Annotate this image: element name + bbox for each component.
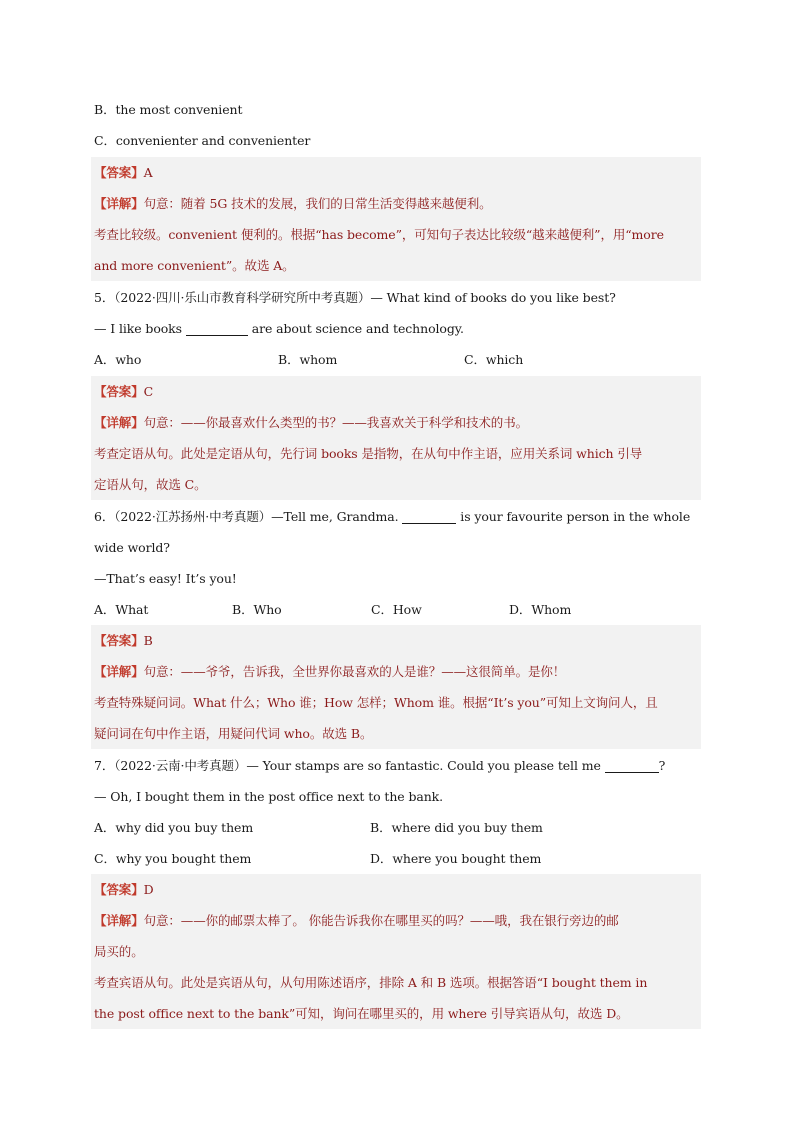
detail-tag: 【详解】 — [94, 913, 144, 928]
q5-line2-pre: — I like books — [94, 321, 182, 336]
q6-option-c: C．How — [371, 602, 422, 617]
q6-stem-line2: wide world? — [94, 540, 170, 555]
q6-detail-line2: 考查特殊疑问词。What 什么；Who 谁；How 怎样；Whom 谁。根据“It’s you”可知上文询问人，且 — [94, 695, 658, 710]
q7-answer-row — [91, 874, 701, 905]
q7-option-b: B．where did you buy them — [370, 820, 543, 835]
detail-tag: 【详解】 — [94, 664, 144, 679]
q6-answer-row — [91, 625, 701, 656]
answer-value: B — [143, 633, 153, 648]
q7-detail-row — [91, 905, 701, 936]
q4-detail-line2: 考查比较级。convenient 便利的。根据“has become”，可知句子表达比较级“越来越便利”，用“more — [94, 227, 664, 242]
detail-tag: 【详解】 — [94, 415, 144, 430]
q7-stem-pre: 7．（2022·云南·中考真题）— Your stamps are so fantastic. Could you please tell me — [94, 758, 601, 773]
q4-detail-row — [91, 188, 701, 219]
q5-stem: 5．（2022·四川·乐山市教育科学研究所中考真题）— What kind of books do you like best? — [94, 290, 616, 305]
q7-option-d: D．where you bought them — [370, 851, 542, 866]
detail-text: 句意：——爷爷，告诉我，全世界你最喜欢的人是谁？——这很简单。是你！ — [143, 664, 566, 679]
q5-option-c: C．which — [464, 352, 524, 367]
q5-detail-row — [91, 407, 701, 438]
answer-value: C — [143, 384, 154, 399]
q7-detail-line2: 局买的。 — [94, 944, 144, 959]
answer-value: A — [143, 165, 153, 180]
q4-answer-row — [91, 157, 701, 188]
q5-answer-row — [91, 376, 701, 407]
q5-option-b: B．whom — [278, 352, 338, 367]
answer-tag: 【答案】 — [94, 882, 144, 897]
q6-option-d: D．Whom — [509, 602, 572, 617]
q7-option-c: C．why you bought them — [94, 851, 252, 866]
answer-value: D — [143, 882, 154, 897]
q4-option-b: B．the most convenient — [94, 102, 243, 117]
q5-option-a: A．who — [94, 352, 142, 367]
answer-tag: 【答案】 — [94, 384, 144, 399]
q4-answer-block — [91, 157, 701, 281]
detail-text: 句意：——你的邮票太棒了。 你能告诉我你在哪里买的吗？——哦，我在银行旁边的邮 — [143, 913, 619, 928]
q7-option-a: A．why did you buy them — [94, 820, 254, 835]
q7-detail-line3: 考查宾语从句。此处是宾语从句，从句用陈述语序，排除 A 和 B 选项。根据答语“I bought them in — [94, 975, 648, 990]
q6-detail-line3: 疑问词在句中作主语，用疑问代词 who。故选 B。 — [94, 726, 373, 741]
q5-answer-block — [91, 376, 701, 500]
q5-line2-post: are about science and technology. — [251, 321, 464, 336]
answer-tag: 【答案】 — [94, 165, 144, 180]
q6-option-a: A．What — [94, 602, 149, 617]
q6-detail-row — [91, 656, 701, 687]
answer-blank — [605, 756, 659, 773]
q6-answer-block — [91, 625, 701, 749]
q4-detail-line3: and more convenient”。故选 A。 — [94, 258, 295, 273]
q7-answer-block — [91, 874, 701, 1029]
q6-stem-post: is your favourite person in the whole — [460, 509, 691, 524]
q7-stem — [94, 750, 665, 781]
q5-line2 — [94, 313, 464, 344]
q6-stem-pre: 6．（2022·江苏扬州·中考真题）—Tell me, Grandma. — [94, 509, 399, 524]
detail-tag: 【详解】 — [94, 196, 144, 211]
answer-blank — [402, 507, 456, 524]
q6-option-b: B．Who — [232, 602, 282, 617]
q7-stem-post: ? — [658, 758, 666, 773]
q6-reply: —That’s easy! It’s you! — [94, 571, 237, 586]
q7-reply: — Oh, I bought them in the post office next to the bank. — [94, 789, 444, 804]
answer-tag: 【答案】 — [94, 633, 144, 648]
detail-text: 句意：——你最喜欢什么类型的书？——我喜欢关于科学和技术的书。 — [143, 415, 529, 430]
q6-stem — [94, 501, 690, 532]
detail-text: 句意：随着 5G 技术的发展，我们的日常生活变得越来越便利。 — [143, 196, 492, 211]
q7-options-row1 — [94, 812, 694, 843]
q7-detail-line4: the post office next to the bank”可知，询问在哪里买的，用 where 引导宾语从句，故选 D。 — [94, 1006, 629, 1021]
q5-detail-line3: 定语从句，故选 C。 — [94, 477, 207, 492]
q4-option-c: C．convenienter and convenienter — [94, 133, 311, 148]
q5-detail-line2: 考查定语从句。此处是定语从句，先行词 books 是指物，在从句中作主语，应用关系词 which 引导 — [94, 446, 643, 461]
q7-options-row2 — [94, 843, 694, 874]
q5-options — [94, 344, 694, 375]
q6-options — [94, 594, 694, 625]
answer-blank — [186, 319, 248, 336]
